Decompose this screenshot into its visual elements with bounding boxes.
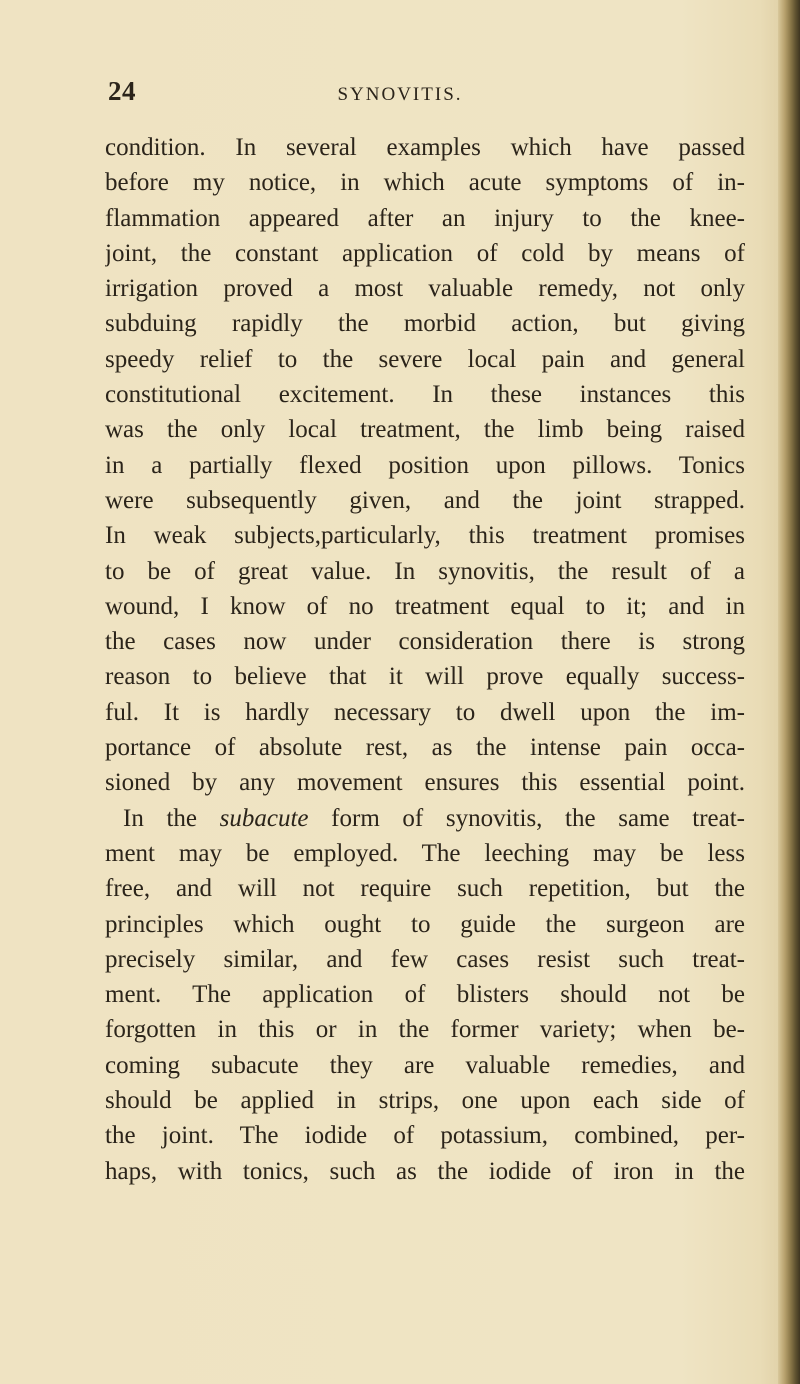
page-number: 24 xyxy=(108,76,136,106)
page-header xyxy=(0,76,800,116)
text-line: condition. In several examples which have passed xyxy=(105,134,745,161)
italic-term: subacute xyxy=(219,804,309,832)
text-line: should be applied in strips, one upon each side of xyxy=(105,1087,745,1115)
body-text xyxy=(105,130,745,1189)
text-line: forgotten in this or in the former variety; when be- xyxy=(105,1016,745,1044)
text-line: was the only local treatment, the limb being raised xyxy=(105,416,745,444)
text-line: in a partially flexed position upon pillows. Tonics xyxy=(105,451,745,479)
text-line: the cases now under consideration there is strong xyxy=(105,628,745,656)
text-line: the joint. The iodide of potassium, combined, per- xyxy=(105,1122,745,1150)
text-line: In weak subjects,particularly, this treatment promises xyxy=(105,522,745,550)
running-head: SYNOVITIS. xyxy=(337,84,463,105)
text-line: ful. It is hardly necessary to dwell upon the im- xyxy=(105,698,745,726)
book-spine-shadow xyxy=(778,0,800,1384)
text-line: portance of absolute rest, as the intense pain occa- xyxy=(105,734,745,762)
text-line: joint, the constant application of cold by means of xyxy=(105,239,745,267)
text-line: before my notice, in which acute symptoms of in- xyxy=(105,169,745,197)
text-line: ment. The application of blisters should not be xyxy=(105,981,745,1009)
text-line: precisely similar, and few cases resist such treat- xyxy=(105,945,745,973)
text-segment: form of synovitis, the same treat- xyxy=(331,804,745,832)
text-line: irrigation proved a most valuable remedy, not only xyxy=(105,275,745,303)
text-line: free, and will not require such repetition, but the xyxy=(105,875,745,903)
text-line: flammation appeared after an injury to the knee- xyxy=(105,204,745,232)
text-line: wound, I know of no treatment equal to it; and in xyxy=(105,592,745,620)
text-line: were subsequently given, and the joint strapped. xyxy=(105,486,745,514)
text-line: coming subacute they are valuable remedies, and xyxy=(105,1051,745,1079)
text-line: principles which ought to guide the surgeon are xyxy=(105,910,745,938)
text-line: subduing rapidly the morbid action, but giving xyxy=(105,310,745,338)
text-line: haps, with tonics, such as the iodide of iron in the xyxy=(105,1157,745,1185)
text-line: speedy relief to the severe local pain and general xyxy=(105,345,745,373)
paragraph-first-line xyxy=(105,801,745,836)
text-line: sioned by any movement ensures this essential point. xyxy=(105,769,745,797)
text-line: to be of great value. In synovitis, the result of a xyxy=(105,557,745,585)
text-segment: In the xyxy=(123,804,198,832)
text-line: ment may be employed. The leeching may be less xyxy=(105,839,745,867)
text-line: constitutional excitement. In these instances this xyxy=(105,381,745,409)
text-line: reason to believe that it will prove equally success- xyxy=(105,663,745,691)
